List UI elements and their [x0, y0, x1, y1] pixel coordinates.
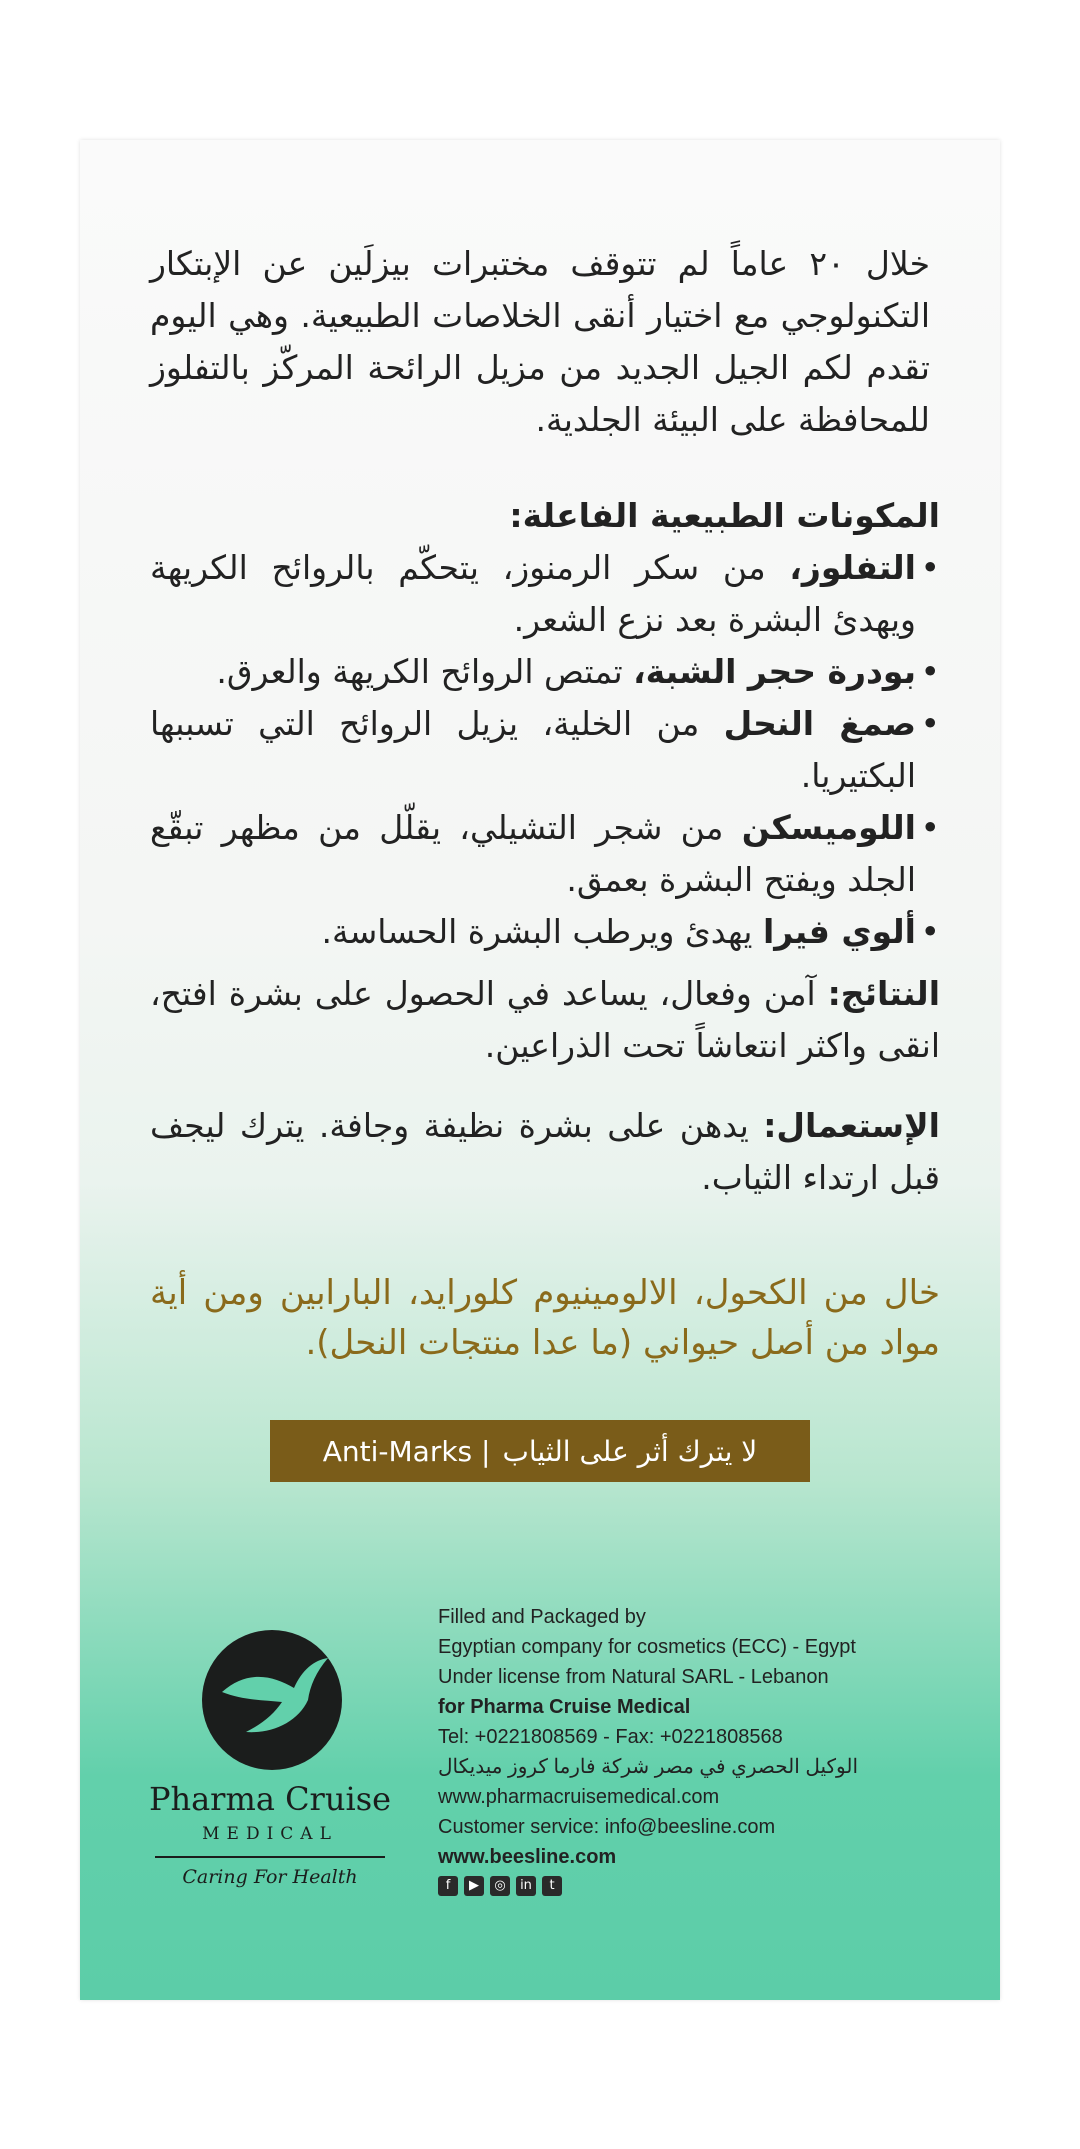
ingredients-list: [150, 542, 940, 958]
free-from-text: خال من الكحول، الالومينيوم كلورايد، البارابين ومن أية مواد من أصل حيواني (ما عدا منتجات النحل).: [150, 1273, 940, 1363]
ingredients-section: [150, 490, 940, 958]
youtube-icon: ▶: [464, 1876, 484, 1896]
social-icons: [438, 1876, 978, 1896]
intro-paragraph: خلال ٢٠ عاماً لم تتوقف مختبرات بيزلَين عن الإبتكار التكنولوجي مع اختيار أنقى الخلاصات الطبيعية. وهي اليوم تقدم لكم الجيل الجديد من مزيل الرائحة المركّز بالتفلوز للمحافظة على البيئة الجلدية.: [150, 244, 930, 439]
info-line: Filled and Packaged by: [438, 1606, 646, 1628]
logo-tagline: Caring For Health: [182, 1866, 358, 1888]
logo-sub: MEDICAL: [202, 1824, 338, 1844]
ingredient-name: صمغ النحل: [723, 704, 916, 743]
pharma-cruise-logo: [110, 1630, 430, 1910]
ingredient-name: اللوميسكن: [741, 808, 916, 847]
anti-marks-badge: [270, 1420, 810, 1482]
info-line: Customer service: info@beesline.com: [438, 1816, 776, 1838]
badge-english: Anti-Marks |: [322, 1434, 491, 1468]
ingredient-text: من شجر التشيلي، يقلّل من مظهر تبقّع الجلد ويفتح البشرة بعمق.: [150, 808, 916, 899]
usage-text: يدهن على بشرة نظيفة وجافة. يترك ليجف قبل ارتداء الثياب.: [150, 1106, 940, 1197]
ingredient-item: [150, 802, 940, 906]
ingredient-name: بودرة حجر الشبة،: [633, 652, 916, 691]
ingredient-text: من سكر الرمنوز، يتحكّم بالروائح الكريهة ويهدئ البشرة بعد نزع الشعر.: [150, 548, 916, 639]
usage-paragraph: [150, 1100, 940, 1204]
logo-divider: [155, 1856, 385, 1858]
ingredient-item: [150, 698, 940, 802]
twitter-icon: t: [542, 1876, 562, 1896]
ingredient-name: ألوي فيرا: [762, 912, 916, 951]
facebook-icon: f: [438, 1876, 458, 1896]
usage-label: الإستعمال:: [763, 1106, 940, 1145]
product-box: [80, 140, 1000, 2000]
bird-logo-icon: [202, 1630, 342, 1770]
ingredient-text: من الخلية، يزيل الروائح التي تسببها البكتيريا.: [150, 704, 916, 795]
instagram-icon: ◎: [490, 1876, 510, 1896]
ingredient-name: التفلوز،: [789, 548, 916, 587]
info-line: Egyptian company for cosmetics (ECC) - Egypt: [438, 1636, 856, 1658]
ingredients-heading: المكونات الطبيعية الفاعلة:: [509, 496, 940, 535]
linkedin-icon: in: [516, 1876, 536, 1896]
logo-name: Pharma Cruise: [148, 1780, 392, 1818]
info-line: Tel: +0221808569 - Fax: +0221808568: [438, 1726, 783, 1748]
ingredient-item: [150, 542, 940, 646]
results-text: آمن وفعال، يساعد في الحصول على بشرة افتح، انقى واكثر انتعاشاً تحت الذراعين.: [150, 974, 940, 1065]
ingredient-text: يهدئ ويرطب البشرة الحساسة.: [321, 912, 763, 951]
info-line: www.pharmacruisemedical.com: [438, 1786, 720, 1808]
results-paragraph: [150, 968, 940, 1072]
info-line: الوكيل الحصري في مصر شركة فارما كروز ميديكال: [438, 1756, 859, 1778]
manufacturer-info: [438, 1602, 978, 1896]
info-line: www.beesline.com: [438, 1846, 617, 1868]
info-line: for Pharma Cruise Medical: [438, 1696, 691, 1718]
ingredient-item: [150, 646, 940, 698]
ingredient-item: [150, 906, 940, 958]
info-line: Under license from Natural SARL - Lebanon: [438, 1666, 829, 1688]
badge-arabic: لا يترك أثر على الثياب: [502, 1434, 758, 1468]
ingredient-text: تمتص الروائح الكريهة والعرق.: [216, 652, 634, 691]
results-label: النتائج:: [827, 974, 940, 1013]
